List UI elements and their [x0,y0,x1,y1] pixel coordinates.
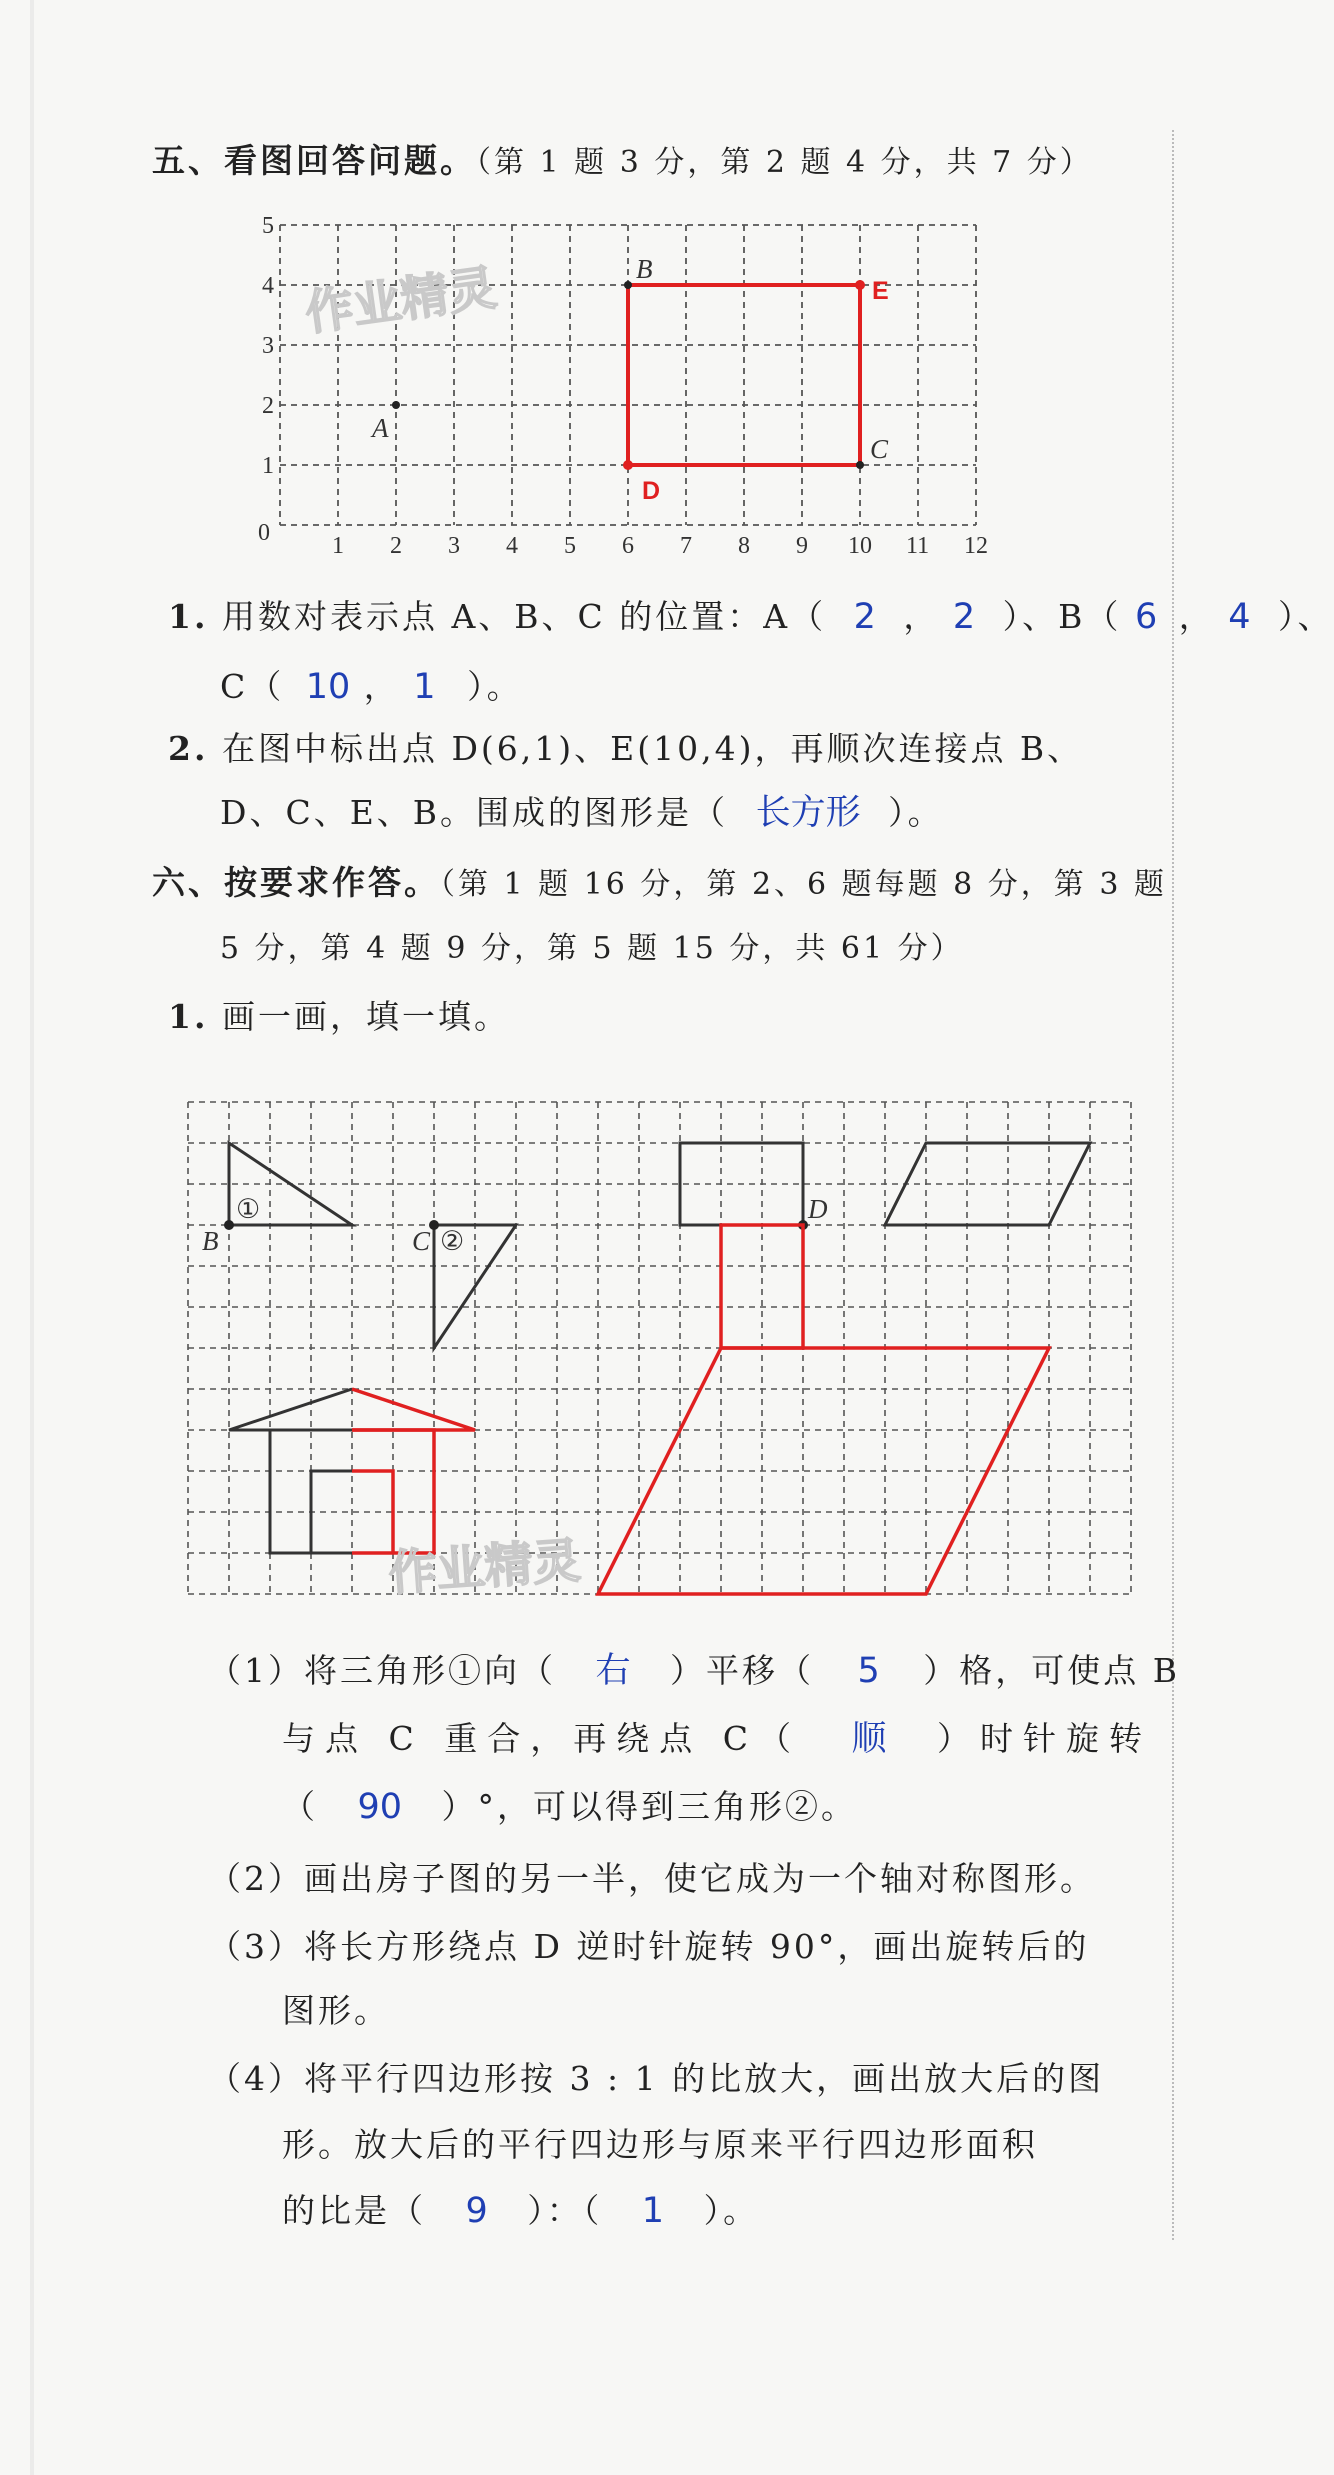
p1-t6: （ [282,1787,318,1826]
p1-t7: ）°，可以得到三角形②。 [441,1787,858,1826]
p1-line3 [282,1784,857,1830]
point-c-dot [429,1220,439,1230]
p4-t4: ）：（ [527,2191,603,2230]
s5-q2-num: 2. [168,729,209,768]
s5-q1-comma1: ， [903,597,940,636]
section5-heading: 五、看图回答问题。 [152,141,476,180]
s6-q1-text: 画一画，填一填。 [221,997,510,1036]
x-tick-5: 5 [564,533,576,559]
y-tick-2: 2 [262,393,274,419]
y-tick-4: 4 [262,273,274,299]
s5-q2-line1 [168,726,1083,772]
p1-line2 [282,1716,1152,1762]
s5-q1-text3: ）、 [1278,597,1334,636]
p4-line2: 形。放大后的平行四边形与原来平行四边形面积 [282,2125,1038,2164]
s5-q1-text5: ）。 [467,667,523,706]
p1-rot: 顺 [851,1719,887,1759]
x-tick-9: 9 [796,533,808,559]
rotated-rectangle [721,1225,803,1348]
section5-heading-line [152,138,1093,186]
s5-q1-comma3: ， [363,667,400,706]
s5-q1-ax: 2 [853,597,876,637]
section6-heading: 六、按要求作答。 [152,863,440,902]
p4-line1 [208,2056,1104,2102]
p4-a2: 1 [641,2191,665,2231]
s5-q1-line1 [168,594,1334,640]
coordinate-graph [250,210,1010,570]
s5-q1-cy: 1 [413,667,436,707]
point-d-label: D [642,477,661,505]
section5-score: （第 1 题 3 分，第 2 题 4 分，共 7 分） [476,145,1093,180]
point-a-label: A [372,413,389,443]
section6-score2: 5 分，第 4 题 9 分，第 5 题 15 分，共 61 分） [220,931,964,966]
s5-q1-cx: 10 [305,667,351,707]
s5-q1-comma2: ， [1178,597,1215,636]
p4-line3 [282,2188,759,2234]
house-roof-left [229,1389,352,1430]
point-e-dot [855,280,865,290]
grid-point-d-label: D [808,1194,828,1224]
x-tick-0: 0 [258,520,270,546]
p3-t1: 将长方形绕点 D 逆时针旋转 90°，画出旋转后的 [304,1927,1090,1966]
watermark-top: 作业精灵 [301,259,500,342]
x-tick-4: 4 [506,533,518,559]
grid-point-b-label: B [202,1226,219,1256]
y-tick-1: 1 [262,453,274,479]
p4-t1: 将平行四边形按 3 : 1 的比放大，画出放大后的图 [304,2059,1105,2098]
point-b-dot [224,1220,234,1230]
y-tick-3: 3 [262,333,274,359]
p4-t3: 的比是（ [282,2191,426,2230]
p2-line1 [208,1856,1096,1902]
s6-q1-line [168,994,510,1040]
s5-q1-by: 4 [1228,597,1251,637]
triangle-1-label: ① [236,1194,261,1225]
x-tick-1: 1 [332,533,344,559]
x-tick-10: 10 [848,533,872,559]
x-tick-7: 7 [680,533,692,559]
section6-score1: （第 1 题 16 分，第 2、6 题每题 8 分，第 3 题 [440,867,1167,902]
s5-q2-text2: D、C、E、B。围成的图形是（ [220,793,729,832]
s5-q1-bx: 6 [1134,597,1158,637]
p1-t3: ）格，可使点 B [923,1651,1181,1690]
p3-num: （3） [208,1927,304,1966]
x-tick-11: 11 [906,533,930,559]
p1-steps: 5 [857,1651,880,1691]
p2-t1: 画出房子图的另一半，使它成为一个轴对称图形。 [304,1859,1096,1898]
s5-q2-line2 [220,790,944,836]
s5-q1-ay: 2 [952,597,976,637]
p1-deg: 90 [357,1787,403,1827]
section6-heading-line [152,860,1167,908]
s6-q1-num: 1. [168,997,209,1036]
p1-num: （1） [208,1651,304,1690]
point-d-dot [623,460,633,470]
p1-t5: ）时针旋转 [936,1719,1152,1758]
p4-a1: 9 [465,2191,488,2231]
p3-line1 [208,1924,1089,1970]
s5-q1-text1: 用数对表示点 A、B、C 的位置：A（ [221,597,827,636]
p1-line1 [208,1648,1180,1694]
x-tick-6: 6 [622,533,634,559]
p4-t5: ）。 [703,2191,760,2230]
p1-dir: 右 [595,1651,631,1691]
s5-q2-answer: 长方形 [755,793,861,833]
watermark-bottom: 作业精灵 [386,1532,583,1602]
p1-t4: 与点 C 重合，再绕点 C（ [282,1719,801,1758]
s5-q1-num: 1. [168,597,209,636]
triangle-2-label: ② [440,1226,465,1257]
p3-line2: 图形。 [282,1991,390,2030]
point-c-label: C [870,434,889,464]
x-tick-3: 3 [448,533,460,559]
point-b-dot [624,281,632,289]
p4-num: （4） [208,2059,304,2098]
house-roof-right [352,1389,475,1430]
point-b-label: B [636,254,653,284]
s5-q1-line2 [220,664,523,710]
s5-q1-text4: C（ [220,667,285,706]
page-edge [30,0,34,2475]
drawing-grid [180,1090,1140,1610]
s5-q1-text2: ）、B（ [1002,597,1122,636]
point-c-dot [856,461,864,469]
s5-q2-text3: ）。 [888,793,944,832]
s5-q2-text1: 在图中标出点 D(6,1)、E(10,4)，再顺次连接点 B、 [221,729,1084,768]
p1-t1: 将三角形①向（ [304,1651,556,1690]
point-a-dot [392,401,400,409]
grid-point-c-label: C [412,1226,431,1256]
x-tick-8: 8 [738,533,750,559]
x-tick-12: 12 [964,533,988,559]
x-tick-2: 2 [390,533,402,559]
margin-rule [1172,130,1174,2240]
point-e-label: E [872,277,889,305]
y-tick-5: 5 [262,213,274,239]
p2-num: （2） [208,1859,304,1898]
p1-t2: ）平移（ [670,1651,815,1690]
